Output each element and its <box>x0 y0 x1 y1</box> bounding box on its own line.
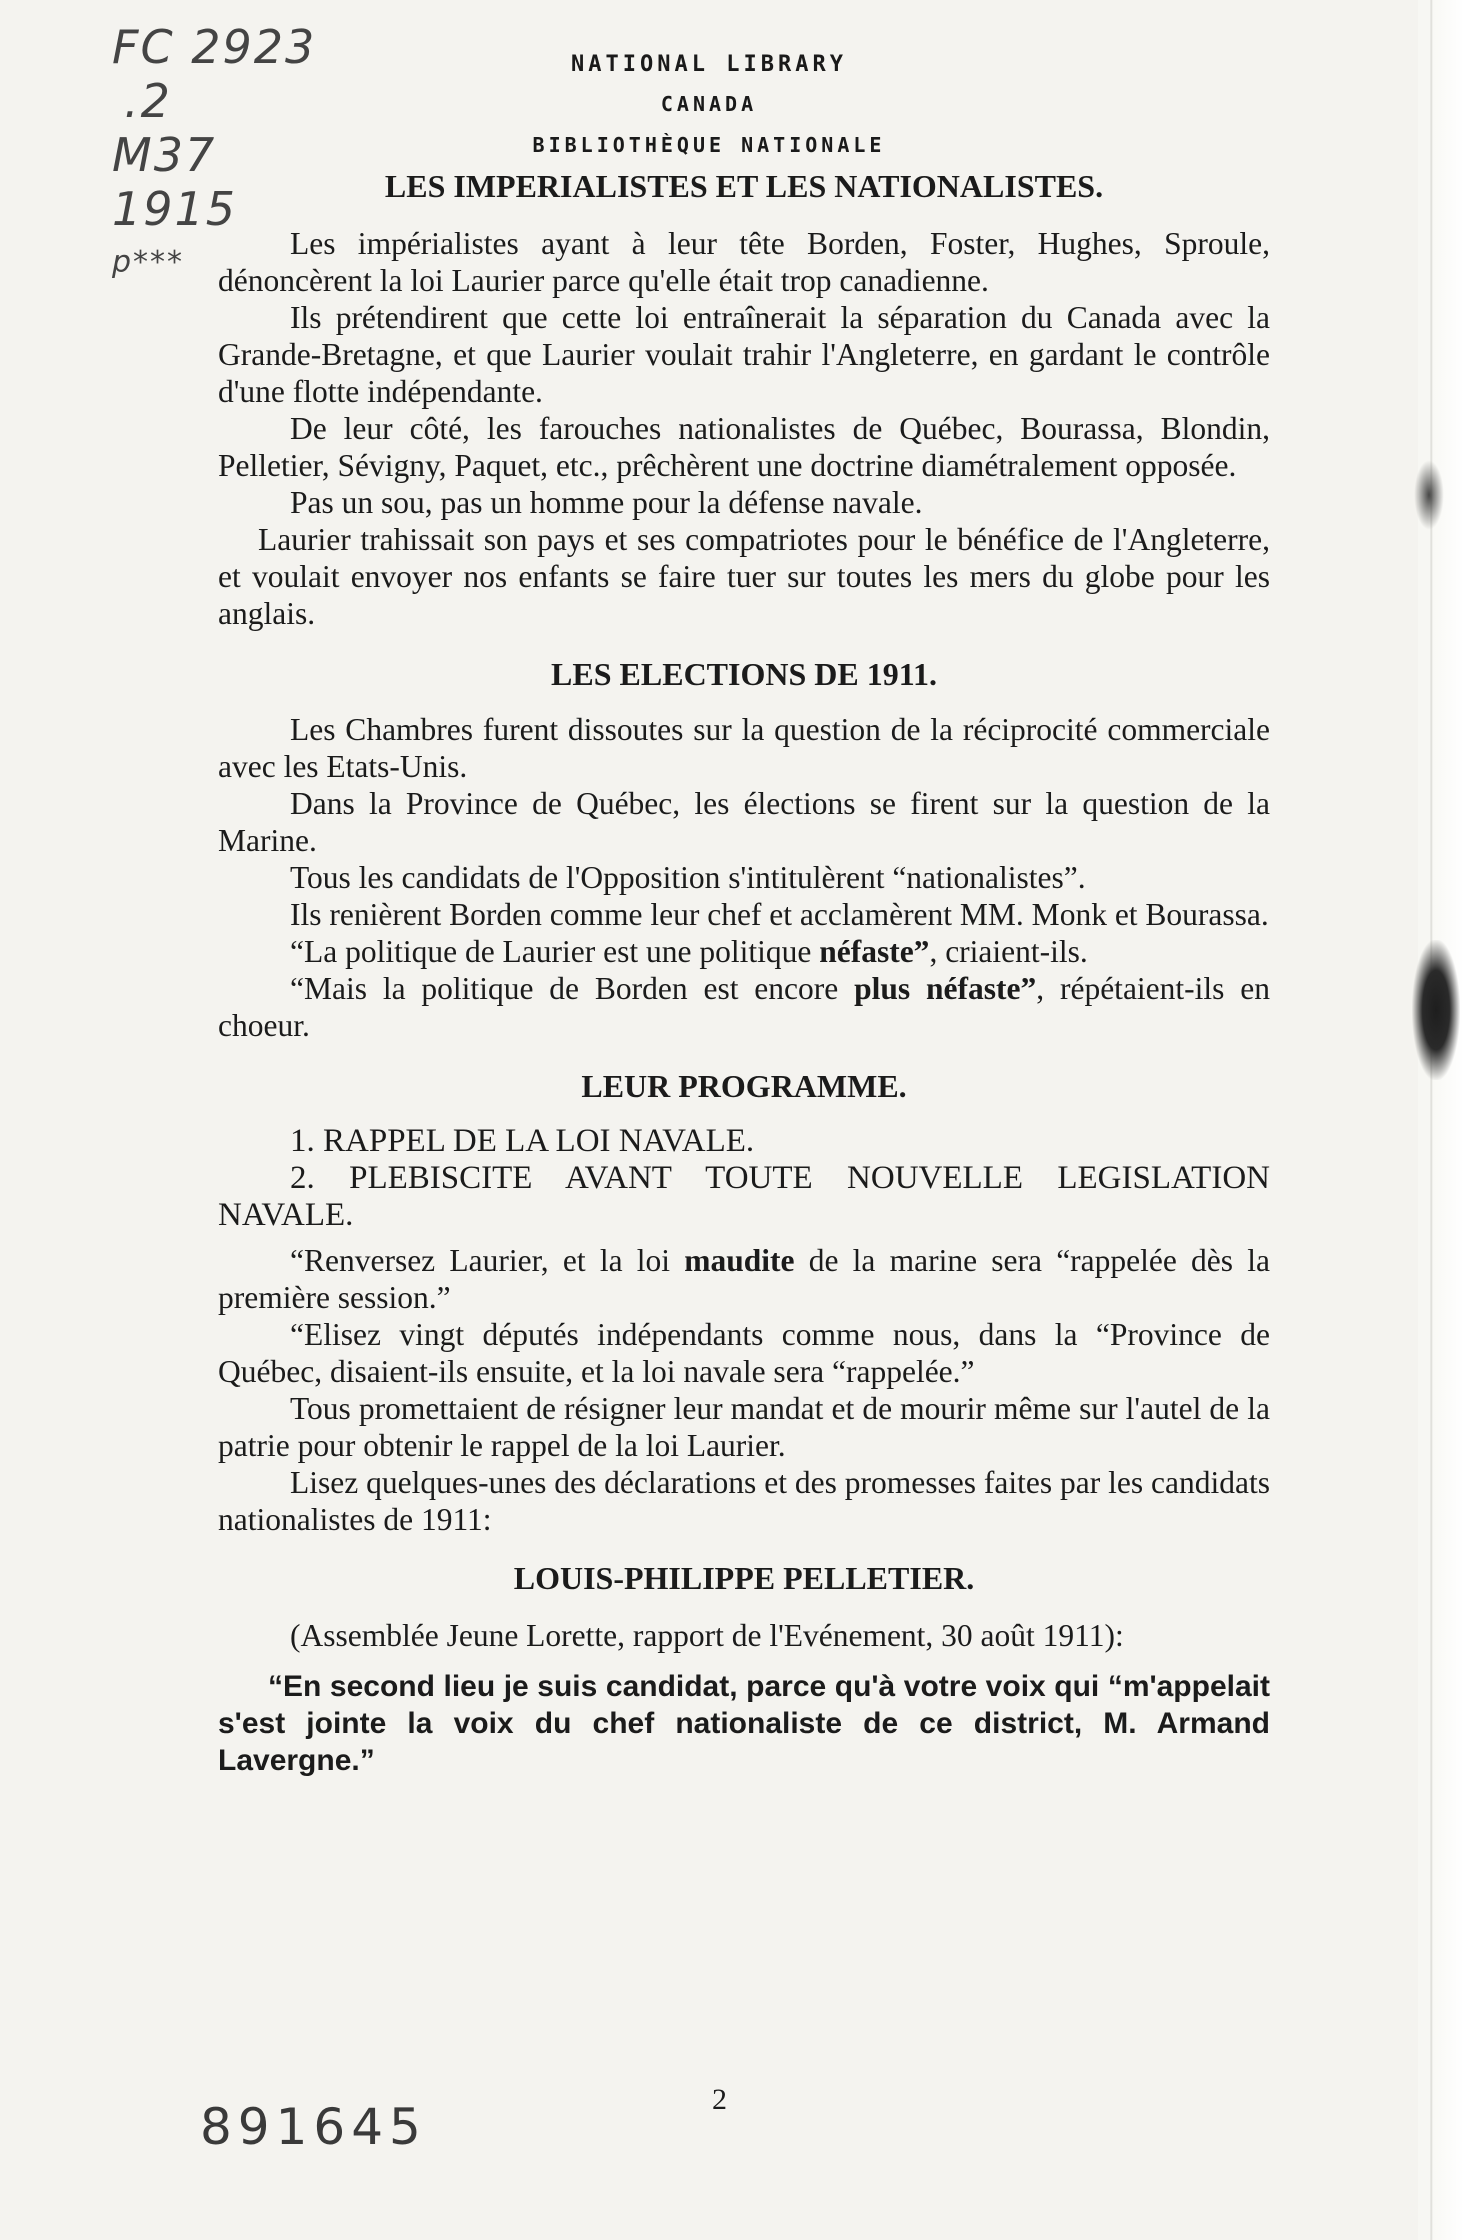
section-heading: LEUR PROGRAMME. <box>581 1068 907 1104</box>
quote-text: “La politique de Laurier est une politique <box>290 934 820 969</box>
bold-quote: “En second lieu je suis candidat, parce qu'à votre voix qui “m'appelait s'est jointe la voix du chef nationaliste de ce district, M. Armand Lavergne.” <box>218 1670 1270 1777</box>
quote-text: , criaient-ils. <box>929 934 1088 969</box>
quote-text: de la marine sera “rappelée dès la première session.” <box>218 1243 1270 1315</box>
paragraph: “Elisez vingt députés indépendants comme nous, dans la “Province de Québec, disaient-ils ensuite, et la loi navale sera “rappelée.” <box>218 1317 1270 1389</box>
handwritten-line: FC 2923 <box>112 20 317 74</box>
library-stamp-line: NATIONAL LIBRARY <box>571 52 847 77</box>
library-stamp-line: BIBLIOTHÈQUE NATIONALE <box>532 133 886 157</box>
section-heading: LES ELECTIONS DE 1911. <box>551 656 937 692</box>
quote-text: “Mais la politique de Borden est encore <box>290 971 855 1006</box>
paragraph: Les impérialistes ayant à leur tête Borden, Foster, Hughes, Sproule, dénoncèrent la loi Laurier parce qu'elle était trop canadienne. <box>218 226 1270 298</box>
program-item: 1. RAPPEL DE LA LOI NAVALE. <box>290 1123 755 1159</box>
library-stamp-line: CANADA <box>660 92 758 116</box>
document-body <box>218 168 1270 1779</box>
program-item: 2. PLEBISCITE AVANT TOUTE NOUVELLE LEGISLATION NAVALE. <box>218 1160 1270 1233</box>
paragraph: Tous les candidats de l'Opposition s'intitulèrent “nationalistes”. <box>290 860 1086 895</box>
paragraph: Dans la Province de Québec, les élections se firent sur la question de la Marine. <box>218 786 1270 858</box>
paragraph: (Assemblée Jeune Lorette, rapport de l'Evénement, 30 août 1911): <box>290 1618 1124 1653</box>
handwritten-line: p*** <box>112 245 185 280</box>
quote-emphasis: plus néfaste” <box>854 971 1037 1006</box>
paragraph <box>218 970 1270 1044</box>
handwritten-line: .2 <box>124 74 172 128</box>
paragraph: De leur côté, les farouches nationalistes de Québec, Bourassa, Blondin, Pelletier, Sévigny, Paquet, etc., prêchèrent une doctrine diamétralement opposée. <box>218 411 1270 483</box>
ink-smudge <box>1414 460 1444 530</box>
quote-text: “Renversez Laurier, et la loi <box>290 1243 685 1278</box>
section-heading: LES IMPERIALISTES ET LES NATIONALISTES. <box>384 168 1104 204</box>
paragraph: Pas un sou, pas un homme pour la défense navale. <box>290 485 923 520</box>
ink-smudge <box>1412 940 1460 1080</box>
paragraph: Les Chambres furent dissoutes sur la question de la réciprocité commerciale avec les Etats-Unis. <box>218 712 1270 784</box>
paragraph: Ils renièrent Borden comme leur chef et acclamèrent MM. Monk et Bourassa. <box>290 897 1269 932</box>
page-number: 2 <box>712 2083 727 2116</box>
adjacent-page-edge <box>1418 0 1464 2240</box>
handwritten-line: M37 <box>112 128 217 182</box>
paragraph <box>218 933 1270 970</box>
quote-emphasis: néfaste” <box>819 934 930 969</box>
quote-text: , répétaient-ils en choeur. <box>218 971 1270 1043</box>
paragraph <box>218 1242 1270 1316</box>
paragraph: Lisez quelques-unes des déclarations et des promesses faites par les candidats nationalistes de 1911: <box>218 1465 1270 1537</box>
catalog-number: 891645 <box>200 2098 427 2156</box>
section-heading: LOUIS-PHILIPPE PELLETIER. <box>513 1560 975 1596</box>
paragraph: Tous promettaient de résigner leur mandat et de mourir même sur l'autel de la patrie pour obtenir le rappel de la loi Laurier. <box>218 1391 1270 1463</box>
quote-emphasis: maudite <box>684 1243 795 1278</box>
paragraph: Ils prétendirent que cette loi entraînerait la séparation du Canada avec la Grande-Bretagne, et que Laurier voulait trahir l'Angleterre, en gardant le contrôle d'une flotte indépendante. <box>218 300 1270 409</box>
paragraph: Laurier trahissait son pays et ses compatriotes pour le bénéfice de l'Angleterre, et voulait envoyer nos enfants se faire tuer sur toutes les mers du globe pour les anglais. <box>218 522 1270 631</box>
handwritten-line: 1915 <box>112 182 238 236</box>
